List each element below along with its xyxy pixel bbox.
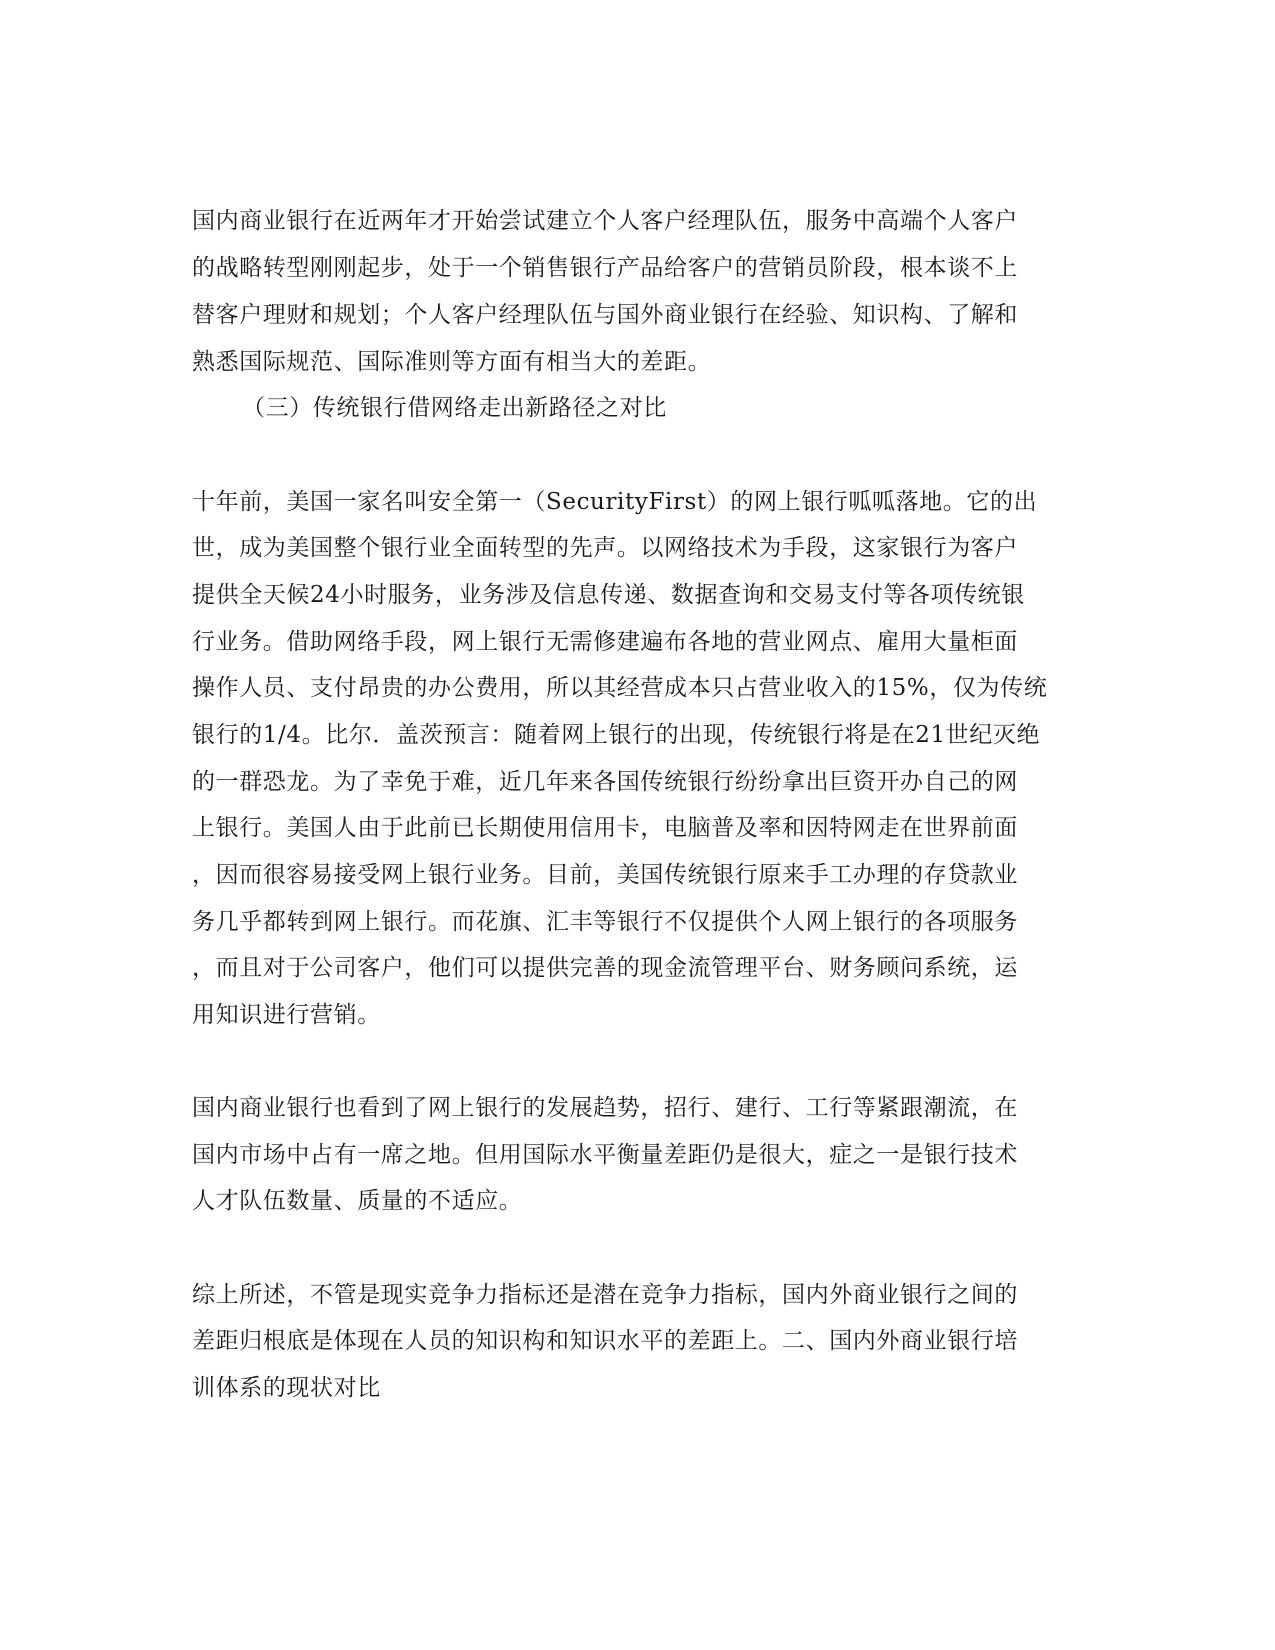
text-line: 的一群恐龙。为了幸免于难，近几年来各国传统银行纷纷拿出巨资开办自己的网 [192, 769, 1018, 795]
text-line: 训体系的现状对比 [192, 1375, 381, 1401]
text-line: 上银行。美国人由于此前已长期使用信用卡，电脑普及率和因特网走在世界前面 [192, 815, 1018, 841]
text-line: 的战略转型刚刚起步，处于一个销售银行产品给客户的营销员阶段，根本谈不上 [192, 255, 1018, 281]
text-line: ，而且对于公司客户，他们可以提供完善的现金流管理平台、财务顾问系统，运 [192, 955, 1018, 981]
text-line: 行业务。借助网络手段，网上银行无需修建遍布各地的营业网点、雇用大量柜面 [192, 629, 1018, 655]
text-line: 差距归根底是体现在人员的知识构和知识水平的差距上。二、国内外商业银行培 [192, 1328, 1018, 1354]
text-line: 务几乎都转到网上银行。而花旗、汇丰等银行不仅提供个人网上银行的各项服务 [192, 909, 1018, 935]
text-line: 国内市场中占有一席之地。但用国际水平衡量差距仍是很大，症之一是银行技术 [192, 1142, 1018, 1168]
text-line: ，因而很容易接受网上银行业务。目前，美国传统银行原来手工办理的存贷款业 [192, 862, 1018, 888]
text-line: 世，成为美国整个银行业全面转型的先声。以网络技术为手段，这家银行为客户 [192, 535, 1018, 561]
text-line: 人才队伍数量、质量的不适应。 [192, 1188, 523, 1214]
text-line: 操作人员、支付昂贵的办公费用，所以其经营成本只占营业收入的15%，仅为传统 [192, 675, 1048, 701]
text-line: 国内商业银行也看到了网上银行的发展趋势，招行、建行、工行等紧跟潮流，在 [192, 1095, 1018, 1121]
text-line: 银行的1/4。比尔．盖茨预言：随着网上银行的出现，传统银行将是在21世纪灭绝 [192, 722, 1041, 748]
text-line: 熟悉国际规范、国际准则等方面有相当大的差距。 [192, 349, 712, 375]
text-line: 国内商业银行在近两年才开始尝试建立个人客户经理队伍，服务中高端个人客户 [192, 208, 1018, 234]
text-line: 十年前，美国一家名叫安全第一（SecurityFirst）的网上银行呱呱落地。它的出 [192, 489, 1038, 515]
section-heading: （三）传统银行借网络走出新路径之对比 [242, 395, 667, 421]
text-line: 替客户理财和规划；个人客户经理队伍与国外商业银行在经验、知识构、了解和 [192, 302, 1018, 328]
text-line: 综上所述，不管是现实竞争力指标还是潜在竞争力指标，国内外商业银行之间的 [192, 1282, 1018, 1308]
text-line: 提供全天候24小时服务，业务涉及信息传递、数据查询和交易支付等各项传统银 [192, 582, 1025, 608]
text-line: 用知识进行营销。 [192, 1002, 381, 1028]
